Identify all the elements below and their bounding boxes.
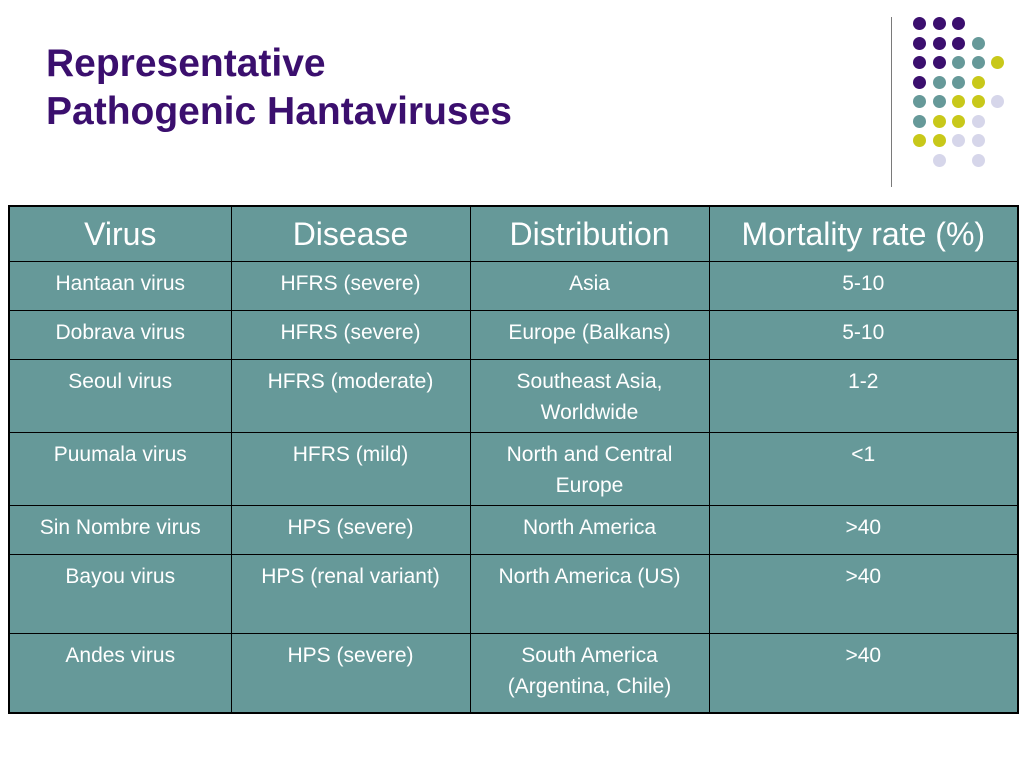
table-row — [9, 506, 1018, 555]
cell-mortality: 5-10 — [709, 262, 1018, 311]
decorative-dot — [952, 37, 965, 50]
decorative-dot — [972, 37, 985, 50]
header-disease: Disease — [231, 206, 470, 262]
decorative-dot — [972, 115, 985, 128]
decorative-dot — [952, 95, 965, 108]
table-row — [9, 555, 1018, 634]
decorative-dot — [952, 115, 965, 128]
decorative-dot — [991, 95, 1004, 108]
decorative-dot — [972, 95, 985, 108]
decorative-dot — [952, 76, 965, 89]
decorative-divider-line — [891, 17, 892, 187]
decorative-dot — [972, 134, 985, 147]
decorative-dot — [952, 17, 965, 30]
table-row — [9, 311, 1018, 360]
decorative-dot — [933, 76, 946, 89]
decorative-dot — [933, 56, 946, 69]
cell-disease: HPS (severe) — [231, 634, 470, 714]
cell-mortality: 5-10 — [709, 311, 1018, 360]
cell-distribution: North and Central Europe — [470, 433, 709, 506]
cell-virus: Sin Nombre virus — [9, 506, 231, 555]
cell-disease: HFRS (mild) — [231, 433, 470, 506]
decorative-dot — [933, 95, 946, 108]
cell-virus: Hantaan virus — [9, 262, 231, 311]
decorative-dot — [933, 115, 946, 128]
decorative-dot — [913, 134, 926, 147]
table-row — [9, 634, 1018, 714]
decorative-dot — [952, 56, 965, 69]
decorative-dot — [913, 37, 926, 50]
slide-title — [46, 40, 512, 136]
decorative-dot — [913, 76, 926, 89]
table-row — [9, 433, 1018, 506]
decorative-dot — [913, 95, 926, 108]
cell-distribution: North America — [470, 506, 709, 555]
decorative-dot — [933, 134, 946, 147]
decorative-dot — [952, 134, 965, 147]
cell-disease: HFRS (severe) — [231, 262, 470, 311]
cell-virus: Puumala virus — [9, 433, 231, 506]
cell-virus: Andes virus — [9, 634, 231, 714]
header-mortality-rate: Mortality rate (%) — [709, 206, 1018, 262]
decorative-dot — [972, 56, 985, 69]
hantavirus-table-container — [8, 205, 1017, 714]
cell-disease: HPS (renal variant) — [231, 555, 470, 634]
cell-virus: Bayou virus — [9, 555, 231, 634]
decorative-dot — [913, 115, 926, 128]
cell-virus: Dobrava virus — [9, 311, 231, 360]
cell-disease: HPS (severe) — [231, 506, 470, 555]
cell-distribution: South America (Argentina, Chile) — [470, 634, 709, 714]
slide-title-line-1: Representative — [46, 42, 326, 85]
decorative-dot — [933, 154, 946, 167]
table-row — [9, 262, 1018, 311]
decorative-dot — [991, 56, 1004, 69]
cell-distribution: Southeast Asia, Worldwide — [470, 360, 709, 433]
table-row — [9, 360, 1018, 433]
decorative-dot — [933, 17, 946, 30]
cell-virus: Seoul virus — [9, 360, 231, 433]
cell-disease: HFRS (moderate) — [231, 360, 470, 433]
cell-disease: HFRS (severe) — [231, 311, 470, 360]
table-header-row — [9, 206, 1018, 262]
decorative-dot — [913, 17, 926, 30]
decorative-dot — [972, 154, 985, 167]
cell-mortality: >40 — [709, 555, 1018, 634]
cell-mortality: >40 — [709, 506, 1018, 555]
decorative-dot — [933, 37, 946, 50]
hantavirus-table — [8, 205, 1019, 714]
decorative-dot — [913, 56, 926, 69]
cell-distribution: North America (US) — [470, 555, 709, 634]
header-virus: Virus — [9, 206, 231, 262]
cell-distribution: Asia — [470, 262, 709, 311]
cell-mortality: <1 — [709, 433, 1018, 506]
header-distribution: Distribution — [470, 206, 709, 262]
cell-mortality: >40 — [709, 634, 1018, 714]
slide-title-line-2: Pathogenic Hantaviruses — [46, 90, 512, 133]
cell-mortality: 1-2 — [709, 360, 1018, 433]
decorative-dot — [972, 76, 985, 89]
cell-distribution: Europe (Balkans) — [470, 311, 709, 360]
